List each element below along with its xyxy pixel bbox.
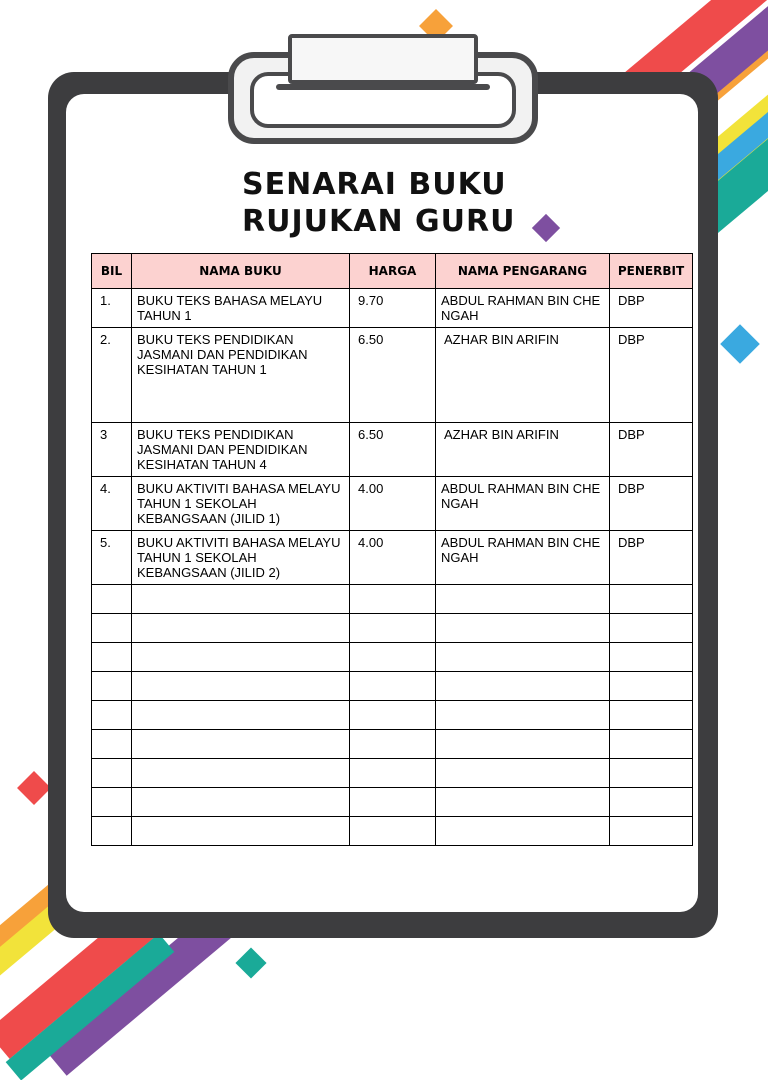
header-nama-buku: NAMA BUKU: [132, 254, 350, 289]
cell-empty: [350, 730, 436, 759]
cell-empty: [92, 817, 132, 846]
cell-empty: [350, 672, 436, 701]
cell-nama-buku: BUKU AKTIVITI BAHASA MELAYU TAHUN 1 SEKOLAH KEBANGSAAN (JILID 1): [132, 477, 350, 531]
cell-nama-buku: BUKU TEKS BAHASA MELAYU TAHUN 1: [132, 289, 350, 328]
header-bil: BIL: [92, 254, 132, 289]
cell-empty: [132, 788, 350, 817]
cell-empty: [436, 672, 610, 701]
cell-penerbit: DBP: [610, 531, 693, 585]
cell-nama-buku: BUKU TEKS PENDIDIKAN JASMANI DAN PENDIDIKAN KESIHATAN TAHUN 1: [132, 328, 350, 423]
header-nama-pengarang: NAMA PENGARANG: [436, 254, 610, 289]
cell-empty: [350, 643, 436, 672]
decor-diamond-red: [17, 771, 51, 805]
cell-empty: [92, 672, 132, 701]
table-row: [92, 531, 693, 585]
cell-empty: [92, 759, 132, 788]
cell-empty: [132, 614, 350, 643]
table-row-empty: [92, 817, 693, 846]
cell-empty: [436, 643, 610, 672]
cell-empty: [350, 614, 436, 643]
table-row: [92, 423, 693, 477]
cell-empty: [92, 643, 132, 672]
cell-nama-buku: BUKU AKTIVITI BAHASA MELAYU TAHUN 1 SEKOLAH KEBANGSAAN (JILID 2): [132, 531, 350, 585]
cell-nama-buku: BUKU TEKS PENDIDIKAN JASMANI DAN PENDIDIKAN KESIHATAN TAHUN 4: [132, 423, 350, 477]
cell-penerbit: DBP: [610, 423, 693, 477]
cell-harga: 6.50: [350, 328, 436, 423]
cell-empty: [436, 730, 610, 759]
decor-diamond-blue: [720, 324, 760, 364]
cell-empty: [92, 614, 132, 643]
cell-nama-pengarang: ABDUL RAHMAN BIN CHE NGAH: [436, 531, 610, 585]
cell-empty: [132, 817, 350, 846]
cell-penerbit: DBP: [610, 289, 693, 328]
cell-empty: [132, 672, 350, 701]
table-row-empty: [92, 730, 693, 759]
cell-harga: 9.70: [350, 289, 436, 328]
cell-empty: [92, 701, 132, 730]
cell-bil: 5.: [92, 531, 132, 585]
cell-empty: [436, 701, 610, 730]
page-title-line-2: RUJUKAN GURU: [242, 204, 516, 239]
table-row-empty: [92, 614, 693, 643]
cell-empty: [350, 585, 436, 614]
header-harga: HARGA: [350, 254, 436, 289]
cell-bil: 4.: [92, 477, 132, 531]
cell-empty: [610, 730, 693, 759]
cell-empty: [92, 730, 132, 759]
decor-diamond-teal: [235, 947, 266, 978]
cell-empty: [436, 614, 610, 643]
table-row: [92, 328, 693, 423]
cell-penerbit: DBP: [610, 328, 693, 423]
cell-empty: [350, 759, 436, 788]
table-row-empty: [92, 788, 693, 817]
table-row-empty: [92, 672, 693, 701]
cell-nama-pengarang: ABDUL RAHMAN BIN CHE NGAH: [436, 289, 610, 328]
cell-nama-pengarang: ABDUL RAHMAN BIN CHE NGAH: [436, 477, 610, 531]
header-penerbit: PENERBIT: [610, 254, 693, 289]
book-list-table: [91, 253, 693, 846]
table-row-empty: [92, 585, 693, 614]
cell-bil: 3: [92, 423, 132, 477]
cell-penerbit: DBP: [610, 477, 693, 531]
cell-empty: [132, 585, 350, 614]
cell-empty: [610, 672, 693, 701]
cell-empty: [132, 730, 350, 759]
cell-harga: 4.00: [350, 477, 436, 531]
cell-empty: [350, 817, 436, 846]
cell-empty: [92, 585, 132, 614]
table-row-empty: [92, 643, 693, 672]
cell-empty: [350, 788, 436, 817]
cell-bil: 2.: [92, 328, 132, 423]
cell-harga: 6.50: [350, 423, 436, 477]
table-row-empty: [92, 759, 693, 788]
table-row: [92, 477, 693, 531]
cell-empty: [610, 788, 693, 817]
cell-empty: [132, 701, 350, 730]
cell-empty: [610, 759, 693, 788]
clipboard-clip-bar: [276, 84, 490, 90]
table-header-row: [92, 254, 693, 289]
cell-empty: [610, 585, 693, 614]
cell-empty: [436, 817, 610, 846]
cell-empty: [436, 759, 610, 788]
page-title: [242, 166, 552, 240]
cell-empty: [92, 788, 132, 817]
cell-empty: [610, 643, 693, 672]
table-row-empty: [92, 701, 693, 730]
cell-empty: [610, 614, 693, 643]
cell-empty: [350, 701, 436, 730]
page-title-line-1: SENARAI BUKU: [242, 167, 507, 202]
cell-nama-pengarang: AZHAR BIN ARIFIN: [436, 423, 610, 477]
cell-nama-pengarang: AZHAR BIN ARIFIN: [436, 328, 610, 423]
table-row: [92, 289, 693, 328]
cell-bil: 1.: [92, 289, 132, 328]
cell-empty: [436, 585, 610, 614]
clipboard-clip-top: [288, 34, 478, 84]
cell-empty: [436, 788, 610, 817]
cell-empty: [132, 643, 350, 672]
cell-empty: [132, 759, 350, 788]
cell-empty: [610, 817, 693, 846]
cell-empty: [610, 701, 693, 730]
cell-harga: 4.00: [350, 531, 436, 585]
